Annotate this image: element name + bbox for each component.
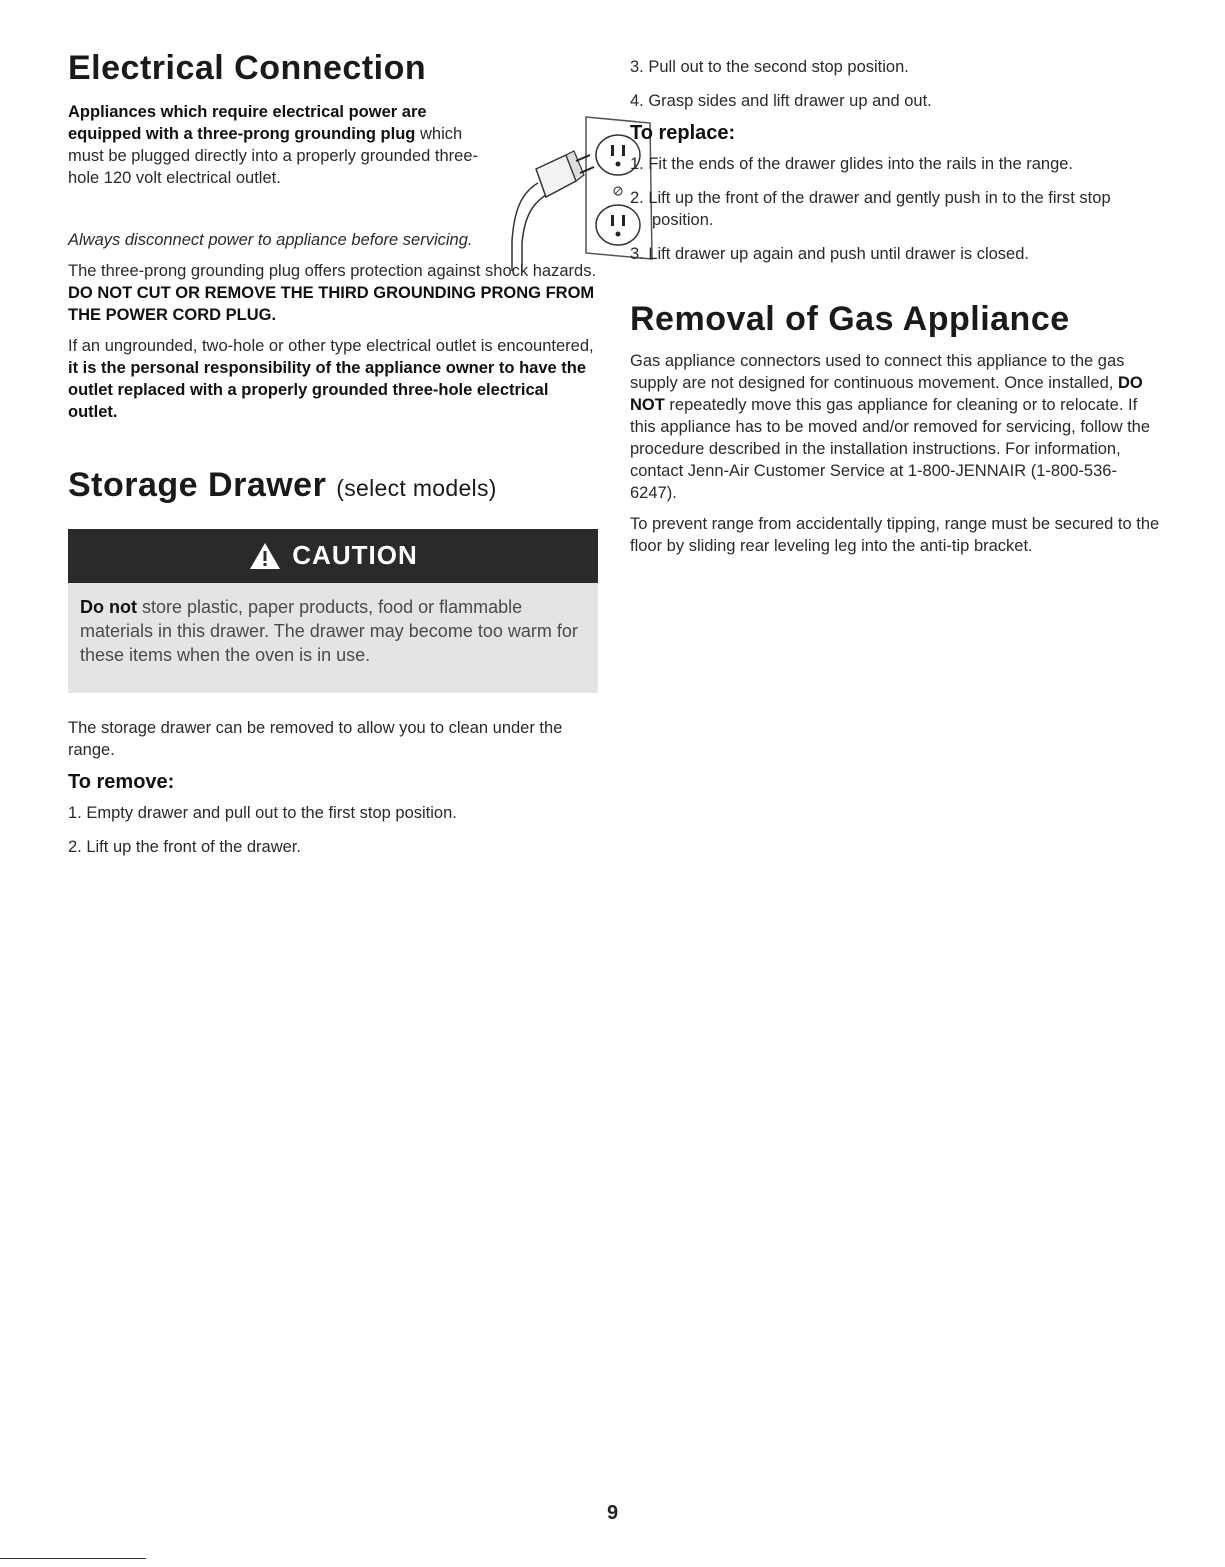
caution-label: CAUTION bbox=[292, 540, 418, 571]
gas-appliance-title: Removal of Gas Appliance bbox=[630, 300, 1070, 338]
outlet-plug-illustration bbox=[426, 111, 658, 271]
ungrounded-outlet-paragraph bbox=[68, 335, 598, 423]
ungrounded-outlet-text: If an ungrounded, two-hole or other type electrical outlet is encountered, bbox=[68, 337, 594, 356]
gas-connector-paragraph bbox=[630, 350, 1160, 504]
to-remove-heading: To remove: bbox=[68, 770, 175, 793]
list-item: 2. Lift up the front of the drawer and gently push in to the first stop position. bbox=[630, 189, 1111, 229]
page-number: 9 bbox=[606, 1502, 619, 1524]
footer-rule bbox=[0, 1558, 146, 1559]
remove-steps-list-part2 bbox=[630, 56, 1160, 112]
to-replace-heading: To replace: bbox=[630, 122, 736, 144]
storage-drawer-title-suffix: (select models) bbox=[336, 475, 497, 502]
remove-steps-list-part1 bbox=[68, 802, 598, 858]
caution-message-box bbox=[68, 583, 598, 693]
gas-connector-text-a: Gas appliance connectors used to connect this appliance to the gas supply are not designed for continuous movement. Once installed, bbox=[630, 352, 1125, 393]
anti-tip-paragraph: To prevent range from accidentally tipping, range must be secured to the floor by sliding rear leveling leg into the anti-tip bracket. bbox=[630, 515, 1160, 556]
warning-triangle-icon bbox=[248, 541, 282, 571]
list-item: 1. Fit the ends of the drawer glides into the rails in the range. bbox=[630, 155, 1074, 173]
caution-banner bbox=[68, 529, 598, 583]
electrical-intro-block bbox=[68, 101, 598, 229]
electrical-intro-rest: which must be plugged directly into a properly grounded three-hole 120 volt electrical outlet. bbox=[68, 125, 478, 188]
replace-steps-list bbox=[630, 153, 1160, 265]
gas-do-not: DO NOT bbox=[630, 374, 1143, 415]
caution-do-not: Do not bbox=[80, 596, 137, 617]
grounding-plug-warning: DO NOT CUT OR REMOVE THE THIRD GROUNDING PRONG FROM THE POWER CORD PLUG. bbox=[68, 284, 595, 325]
list-item: 2. Lift up the front of the drawer. bbox=[68, 837, 301, 856]
right-column bbox=[630, 56, 1160, 566]
storage-drawer-title-main: Storage Drawer bbox=[68, 466, 327, 505]
electrical-connection-title: Electrical Connection bbox=[68, 49, 427, 87]
owner-responsibility: it is the personal responsibility of the appliance owner to have the outlet replaced with a properly grounded three-hole electrical outlet. bbox=[68, 359, 587, 422]
left-column bbox=[68, 50, 598, 870]
grounding-plug-text: The three-prong grounding plug offers protection against shock hazards. bbox=[68, 262, 597, 281]
disconnect-note: Always disconnect power to appliance before servicing. bbox=[68, 231, 473, 250]
caution-message bbox=[80, 595, 586, 667]
caution-message-text: store plastic, paper products, food or flammable materials in this drawer. The drawer may become too warm for these items when the oven is in use. bbox=[80, 596, 578, 665]
list-item: 1. Empty drawer and pull out to the first stop position. bbox=[68, 803, 457, 822]
list-item: 3. Lift drawer up again and push until drawer is closed. bbox=[630, 245, 1029, 263]
gas-connector-text-b: repeatedly move this gas appliance for cleaning or to relocate. If this appliance has to be moved and/or removed for servicing, follow the procedure described in the installation instructions. For information, contact Jenn-Air Customer Service at 1-800-JENNAIR (1-800-536-6247). bbox=[630, 396, 1151, 503]
list-item: 4. Grasp sides and lift drawer up and out. bbox=[630, 92, 932, 110]
list-item: 3. Pull out to the second stop position. bbox=[630, 58, 909, 76]
storage-drawer-title bbox=[68, 467, 598, 504]
storage-drawer-intro: The storage drawer can be removed to allow you to clean under the range. bbox=[68, 718, 563, 759]
electrical-intro-bold: Appliances which require electrical power are equipped with a three-prong grounding plug bbox=[68, 103, 427, 144]
